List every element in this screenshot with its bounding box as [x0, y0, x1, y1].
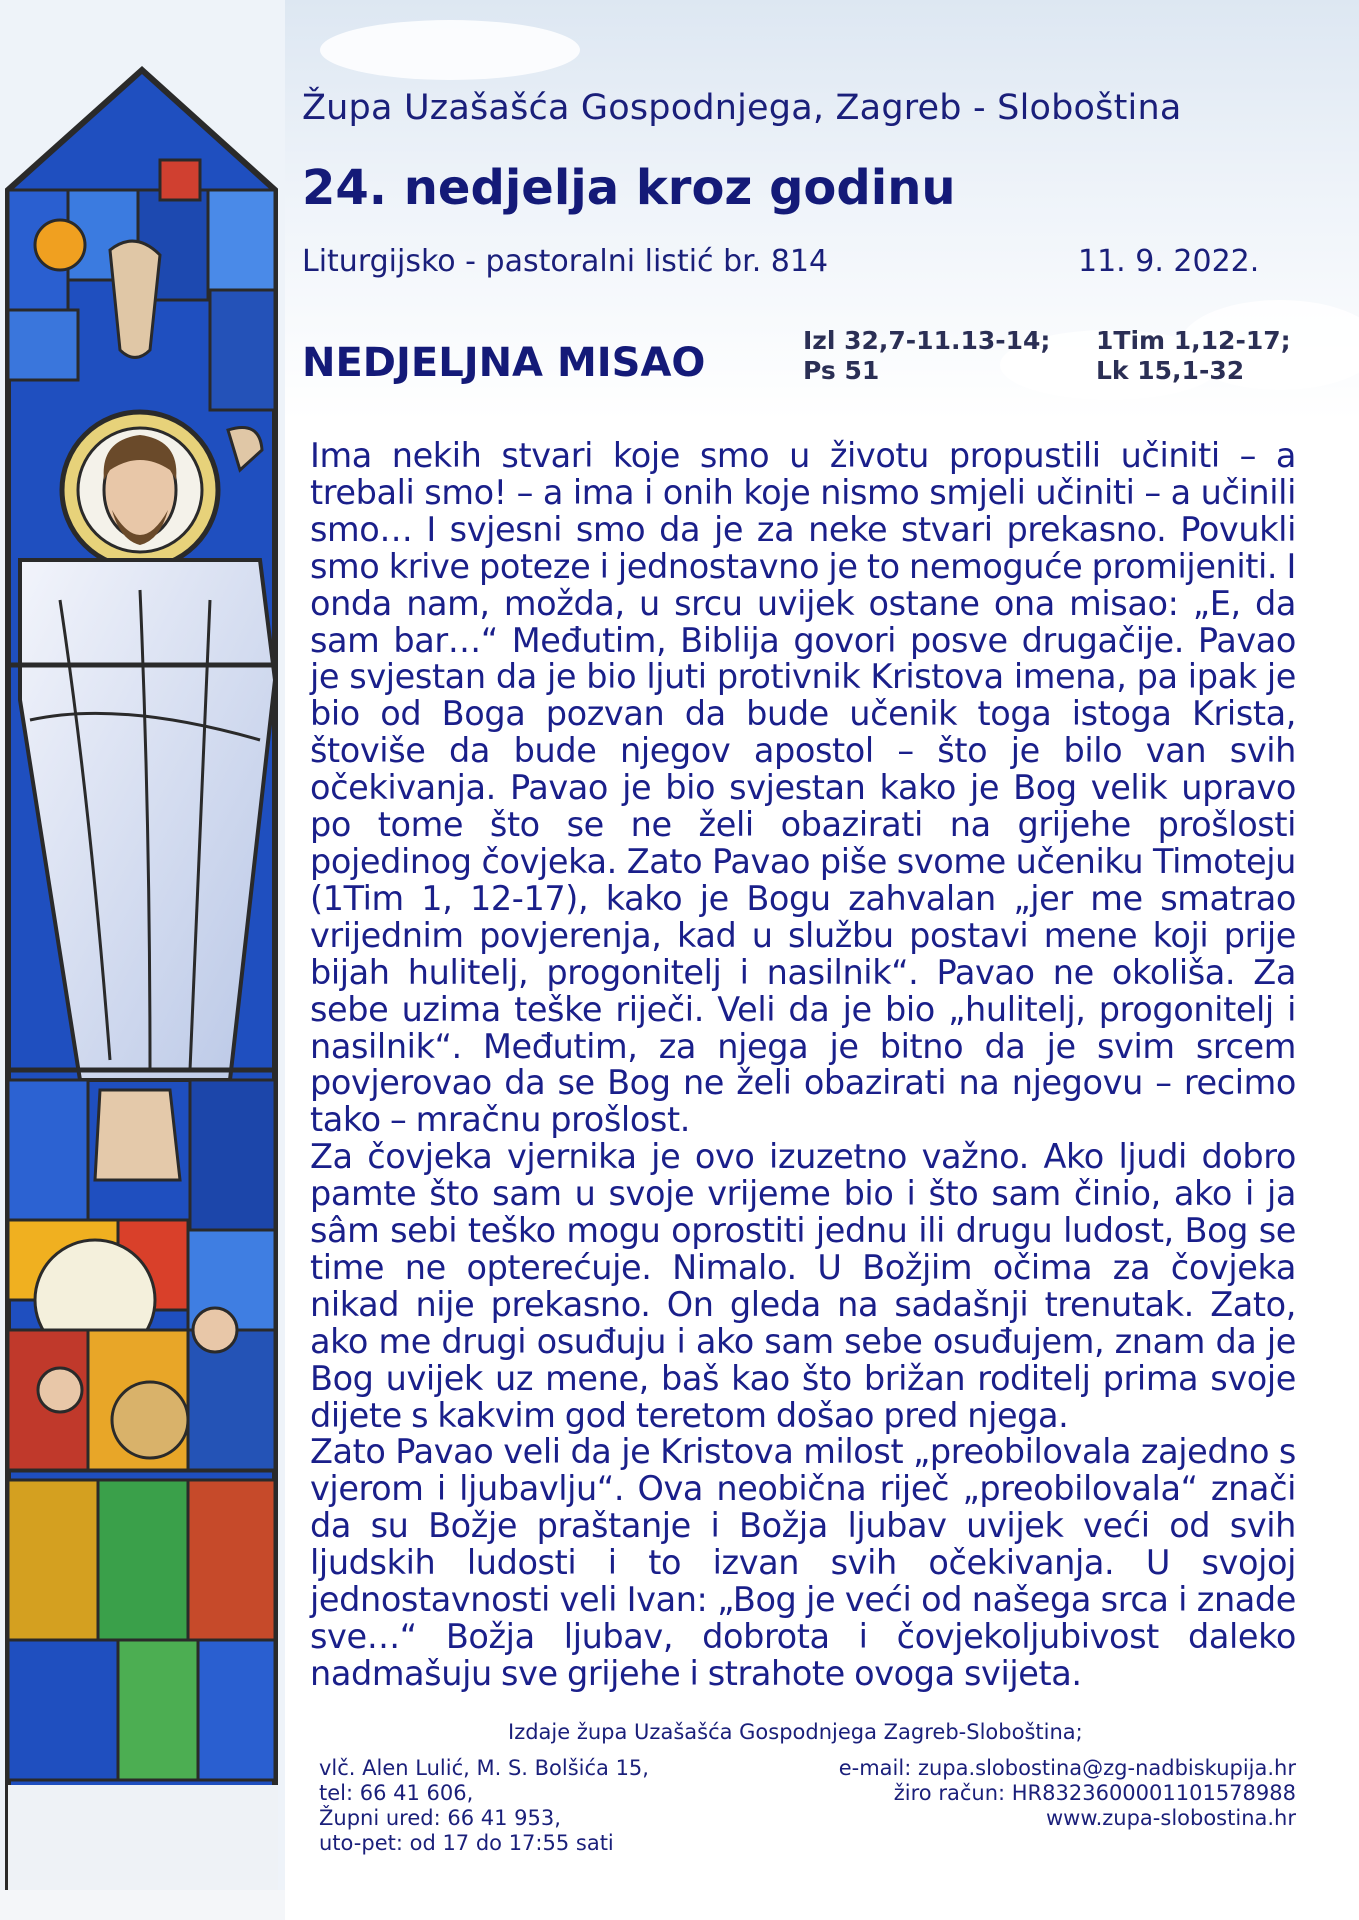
reading-first: Izl 32,7-11.13-14;	[803, 326, 1051, 355]
footer-contact-left	[319, 1756, 649, 1856]
paragraph: Ima nekih stvari koje smo u životu propustili učiniti – a trebali smo! – a ima i onih koje nismo smjeli učiniti – a učinili smo… I svjesni smo da je za neke stvari prekasno. Povukli smo krive poteze i jednostavno je to nemoguće promijeniti. I onda nam, možda, u srcu uvijek ostane ona misao: „E, da sam bar…“ Međutim, Biblija govori posve drugačije. Pavao je svjestan da je bio ljuti protivnik Kristova imena, pa ipak je bio od Boga pozvan da bude učenik toga istoga Krista, štoviše da bude njegov apostol – što je bilo van svih očekivanja. Pavao je bio svjestan kako je Bog velik upravo po tome što se ne želi obazirati na grijehe prošlosti pojedinog čovjeka. Zato Pavao piše svome učeniku Timoteju (1Tim 1, 12-17), kako je Bogu zahvalan „jer me smatrao vrijednim povjerenja, kad u službu postavi mene koji prije bijah hulitelj, progonitelj i nasilnik“. Pavao ne okoliša. Za sebe uzima teške riječi. Veli da je bio „hulitelj, progonitelj i nasilnik“. Međutim, za njega je bitno da je svim srcem povjerovao da se Bog ne želi obazirati na njegovu – recimo tako – mračnu prošlost.	[310, 436, 1296, 1140]
paragraph: Zato Pavao veli da je Kristova milost „preobilovala zajedno s vjerom i ljubavlju“. Ova neobična riječ „preobilovala“ znači da su Božje praštanje i Božja ljubav uvijek veći od svih ljudskih ludosti i to izvan svih očekivanja. U svojoj jednostavnosti veli Ivan: „Bog je veći od našega srca i znade sve…“ Božja ljubav, dobrota i čovjekoljubivost daleko nadmašuju sve grijehe i strahote ovoga svijeta.	[310, 1432, 1296, 1693]
parish-name: Župa Uzašašća Gospodnjega, Zagreb - Sloboština	[302, 88, 1182, 128]
section-title: NEDJELJNA MISAO	[302, 340, 706, 386]
issue-number: Liturgijsko - pastoralni listić br. 814	[302, 244, 829, 279]
sunday-reflection-text	[310, 438, 1296, 1693]
issue-date: 11. 9. 2022.	[1078, 244, 1260, 279]
footer-address: vlč. Alen Lulić, M. S. Bolšića 15,	[319, 1756, 649, 1780]
reading-second: 1Tim 1,12-17;	[1096, 326, 1291, 355]
footer-phone: tel: 66 41 606,	[319, 1781, 474, 1805]
footer-office-phone: Župni ured: 66 41 953,	[319, 1806, 561, 1830]
stained-glass-window	[0, 0, 285, 1920]
footer-publisher: Izdaje župa Uzašašća Gospodnjega Zagreb-Sloboština;	[508, 1720, 1083, 1744]
footer-office-hours: uto-pet: od 17 do 17:55 sati	[319, 1831, 614, 1855]
reading-psalm: Ps 51	[803, 356, 880, 385]
footer-email[interactable]: e-mail: zupa.slobostina@zg-nadbiskupija.hr	[838, 1756, 1296, 1780]
paragraph: Za čovjeka vjernika je ovo izuzetno važno. Ako ljudi dobro pamte što sam u svoje vrijeme bio i što sam činio, ako i ja sâm sebi teško mogu oprostiti jednu ili drugu ludost, Bog se time ne opterećuje. Nimalo. U Božjim očima za čovjeka nikad nije prekasno. On gleda na sadašnji trenutak. Zato, ako me drugi osuđuju i ako sam sebe osuđujem, znam da je Bog uvijek uz mene, baš kao što brižan roditelj prima svoje dijete s kakvim god teretom došao pred njega.	[310, 1137, 1296, 1435]
footer-contact-right	[839, 1756, 1296, 1831]
footer-website[interactable]: www.zupa-slobostina.hr	[1046, 1806, 1296, 1830]
reading-gospel: Lk 15,1-32	[1096, 356, 1245, 385]
footer-bank-account: žiro račun: HR8323600001101578988	[893, 1781, 1296, 1805]
page-title: 24. nedjelja kroz godinu	[302, 160, 956, 216]
